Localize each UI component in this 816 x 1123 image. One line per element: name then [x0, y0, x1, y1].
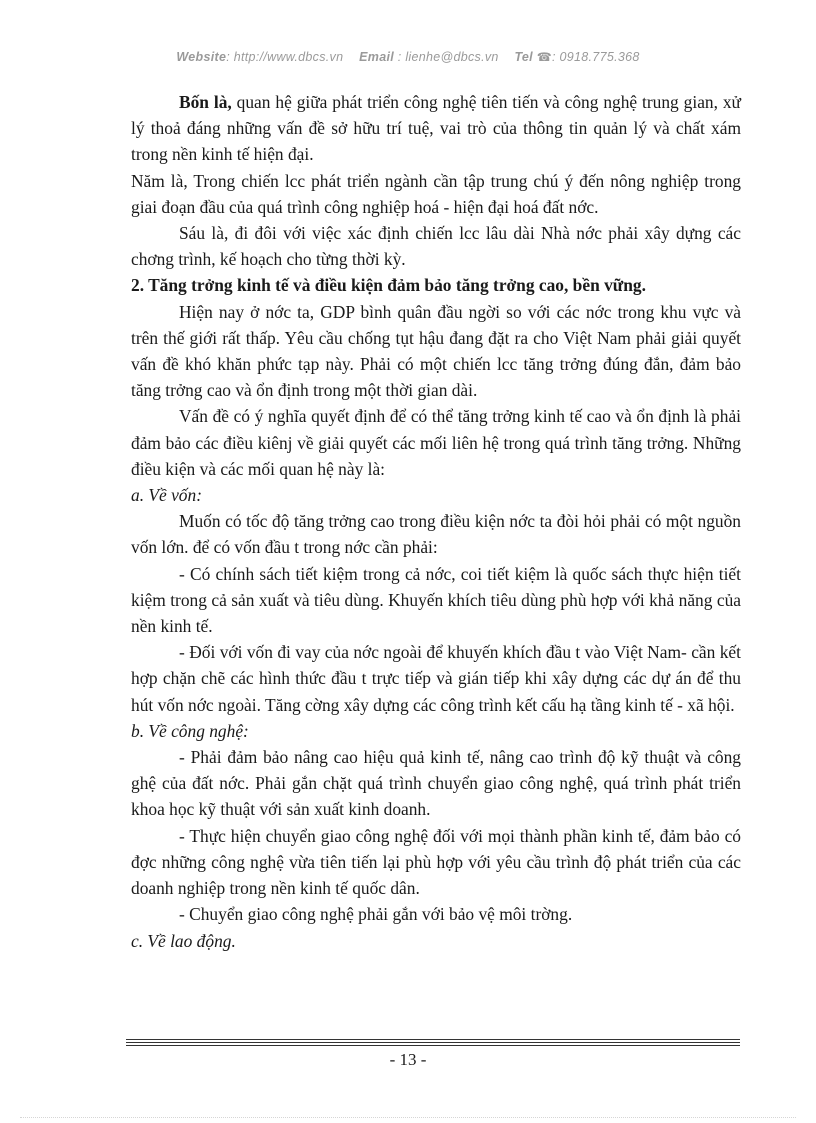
paragraph-fourth-point	[131, 89, 741, 168]
paragraph-gdp: Hiện nay ở nớc ta, GDP bình quân đầu ngời so với các nớc trong khu vực và trên thế giới rất thấp. Yêu cầu chống tụt hậu đang đặt ra cho Việt Nam phải giải quyết vấn đề khó khăn phức tạp này. Phải có một chiến lcc tăng trởng đúng đắn, đảm bảo tăng trởng cao và ổn định trong một thời gian dài.	[131, 301, 741, 401]
footer-divider	[126, 1045, 740, 1046]
paragraph-conditions: Vấn đề có ý nghĩa quyết định để có thể tăng trởng kinh tế cao và ổn định là phải đảm bảo các điều kiênj về giải quyết các mối liên hệ trong quá trình tăng trởng. Những điều kiện và các mối quan hệ này là:	[131, 406, 741, 479]
subheading-capital: a. Về vốn:	[131, 485, 202, 506]
tel-label: Tel	[514, 50, 533, 64]
paragraph-savings: - Có chính sách tiết kiệm trong cả nớc, coi tiết kiệm là quốc sách thực hiện tiết kiệm trong cả sản xuất và tiêu dùng. Khuyến khích tiêu dùng phù hợp với khả năng của nền kinh tế.	[131, 563, 741, 637]
paragraph-foreign-loans: - Đối với vốn đi vay của nớc ngoài để khuyến khích đầu t vào Việt Nam- cần kết hợp chặn chẽ các hình thức đầu t trực tiếp và gián tiếp khi xây dựng các dự án để thu hút vốn nớc ngoài. Tăng cờng xây dựng các công trình kết cấu hạ tầng kinh tế - xã hội.	[131, 642, 741, 715]
subheading-technology: b. Về công nghệ:	[131, 720, 249, 741]
paragraph-sixth-point: Sáu là, đi đôi với việc xác định chiến lcc lâu dài Nhà nớc phải xây dựng các chơng trình, kế hoạch cho từng thời kỳ.	[131, 223, 741, 270]
website-value[interactable]: : http://www.dbcs.vn	[226, 50, 344, 64]
paragraph-environment: - Chuyển giao công nghệ phải gắn với bảo vệ môi trờng.	[179, 904, 573, 925]
page-number: - 13 -	[389, 1050, 427, 1069]
paragraph-text: quan hệ giữa phát triển công nghệ tiên tiến và công nghệ trung gian, xử lý thoả đáng những vấn đề sở hữu trí tuệ, vai trò của thông tin quản lý và chất xám trong nền kinh tế hiện đại.	[131, 92, 741, 165]
page-bottom-border	[20, 1117, 796, 1118]
footer-divider	[126, 1039, 740, 1040]
paragraph-tech-transfer: - Thực hiện chuyển giao công nghệ đối với mọi thành phần kinh tế, đảm bảo có đợc những công nghệ vừa tiên tiến lại phù hợp với yêu cầu trình độ phát triển của các doanh nghiệp trong nền kinh tế quốc dân.	[131, 825, 741, 899]
telephone-icon: ☎	[536, 50, 552, 64]
page-header	[0, 50, 816, 64]
paragraph-lead: Bốn là,	[179, 92, 232, 112]
tel-value: : 0918.775.368	[551, 50, 640, 64]
paragraph-capital: Muốn có tốc độ tăng trởng cao trong điều kiện nớc ta đòi hỏi phải có một nguồn vốn lớn. để có vốn đầu t trong nớc cần phải:	[131, 511, 741, 558]
paragraph-fifth-point: Năm là, Trong chiến lcc phát triển ngành cần tập trung chú ý đến nông nghiệp trong giai đoạn đầu của quá trình công nghiệp hoá - hiện đại hoá đất nớc.	[131, 170, 741, 217]
footer-divider	[126, 1042, 740, 1043]
document-body	[131, 89, 741, 954]
website-label: Website	[176, 50, 227, 64]
section-heading-2: 2. Tăng trởng kinh tế và điều kiện đảm bảo tăng trởng cao, bền vững.	[131, 275, 646, 296]
paragraph-efficiency: - Phải đảm bảo nâng cao hiệu quả kinh tế, nâng cao trình độ kỹ thuật và công ghệ của đất nớc. Phải gắn chặt quá trình chuyển giao công nghệ, quá trình phát triển khoa học kỹ thuật với sản xuất kinh doanh.	[131, 747, 741, 820]
subheading-labor: c. Về lao động.	[131, 930, 236, 951]
email-value[interactable]: : lienhe@dbcs.vn	[394, 50, 499, 64]
email-label: Email	[359, 50, 395, 64]
